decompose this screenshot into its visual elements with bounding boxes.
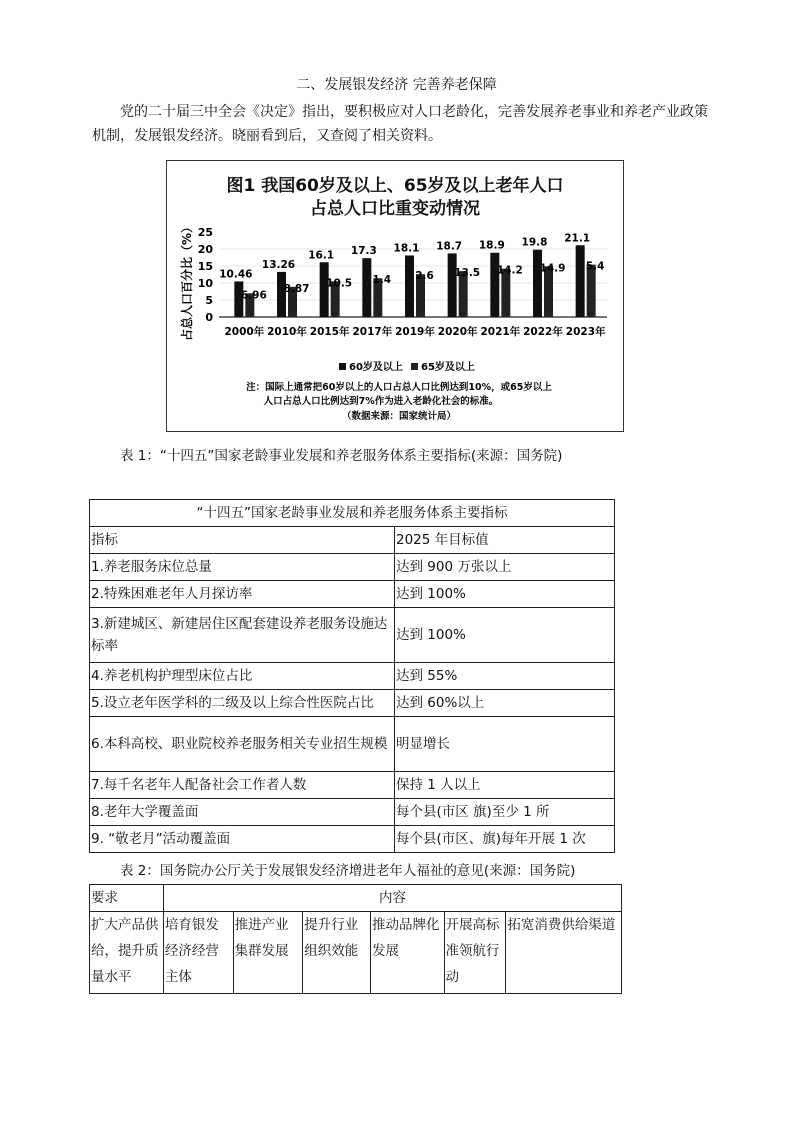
figure-title-line2: 占总人口比重变动情况 [310, 199, 480, 219]
content-item: 拓宽消费供给渠道 [506, 912, 622, 994]
indicator-cell: 7.每千名老年人配备社会工作者人数 [90, 772, 395, 799]
x-tick-label: 2019年 [395, 326, 435, 338]
bar-60plus [490, 253, 499, 317]
note-line2: 人口占总人口比例达到7%作为进入老龄化社会的标准。 [263, 396, 499, 407]
target-cell: 保持 1 人以上 [395, 772, 615, 799]
target-cell: 达到 55% [395, 663, 615, 690]
data-label: 18.7 [436, 240, 463, 253]
target-cell: 达到 60%以上 [395, 690, 615, 717]
table2-header-requirement: 要求 [90, 885, 164, 912]
data-label: 21.1 [564, 232, 591, 245]
note-line1: 注：国际上通常把60岁以上的人口占总人口比例达到10%，或65岁以上 [246, 382, 552, 393]
data-label: 10.5 [326, 277, 353, 290]
table2-caption: 表 2：国务院办公厅关于发展银发经济增进老年人福祉的意见(来源：国务院) [120, 863, 576, 879]
section-title: 二、发展银发经济 完善养老保障 [296, 77, 497, 93]
y-tick-label: 15 [197, 260, 213, 273]
content-item: 提升行业组织效能 [303, 912, 371, 994]
table2-requirement: 扩大产品供给，提升质量水平 [90, 912, 164, 994]
data-label: 1.4 [372, 274, 392, 287]
y-tick-label: 5 [205, 294, 213, 307]
target-cell: 达到 900 万张以上 [395, 554, 615, 581]
y-tick-label: 25 [197, 226, 213, 239]
x-tick-label: 2021年 [480, 326, 521, 338]
data-label: 5.4 [585, 260, 605, 273]
y-tick-label: 0 [205, 311, 213, 324]
table-row [90, 717, 615, 772]
table-row [90, 581, 615, 608]
content-item: 培育银发经济经营主体 [163, 912, 233, 994]
data-label: 17.3 [350, 245, 377, 258]
data-label: 2.6 [415, 270, 434, 283]
target-cell: 达到 100% [395, 581, 615, 608]
table1-header-indicator: 指标 [90, 527, 395, 554]
target-cell: 达到 100% [395, 608, 615, 663]
content-item: 推动品牌化发展 [370, 912, 444, 994]
table-row [90, 799, 615, 826]
data-label: 6.96 [240, 289, 267, 302]
x-tick-label: 2000年 [224, 326, 265, 338]
indicator-cell: 5.设立老年医学科的二级及以上综合性医院占比 [90, 690, 395, 717]
indicator-cell: 2.特殊困难老年人月探访率 [90, 581, 395, 608]
table1-header-target: 2025 年目标值 [395, 527, 615, 554]
table1-title: “十四五”国家老龄事业发展和养老服务体系主要指标 [90, 500, 615, 527]
data-label: 13.5 [454, 267, 481, 280]
data-label: 18.9 [478, 239, 505, 252]
figure-1 [166, 160, 624, 432]
data-label: 16.1 [308, 249, 335, 262]
target-cell: 每个县(市区 旗)至少 1 所 [395, 799, 615, 826]
data-label: 13.26 [261, 258, 296, 271]
bar-60plus [320, 262, 329, 317]
table-row [90, 663, 615, 690]
table1-caption: 表 1：“十四五”国家老龄事业发展和养老服务体系主要指标(来源：国务院) [120, 448, 563, 464]
content-item: 开展高标准领航行动 [444, 912, 506, 994]
data-label: 14.2 [496, 264, 523, 277]
indicator-cell: 1.养老服务床位总量 [90, 554, 395, 581]
table2-header-content: 内容 [163, 885, 621, 912]
table-row [90, 608, 615, 663]
x-tick-label: 2015年 [309, 326, 350, 338]
bar-60plus [362, 258, 371, 317]
indicator-cell: 3.新建城区、新建居住区配套建设养老服务设施达标率 [90, 608, 395, 663]
intro-paragraph: 党的二十届三中全会《决定》指出，要积极应对人口老龄化，完善发展养老事业和养老产业政策机制，发展银发经济。晓丽看到后，又查阅了相关资料。 [92, 104, 708, 144]
legend-label: 65岁及以上 [421, 362, 475, 373]
table-row [90, 690, 615, 717]
data-label: 14.9 [539, 262, 566, 275]
data-label: 19.8 [521, 236, 548, 249]
table-row [90, 772, 615, 799]
x-tick-label: 2010年 [267, 326, 307, 338]
x-tick-label: 2022年 [523, 326, 563, 338]
content-item: 推进产业集群发展 [233, 912, 303, 994]
indicator-cell: 8.老年大学覆盖面 [90, 799, 395, 826]
table-1 [89, 499, 615, 853]
y-tick-label: 20 [197, 243, 213, 256]
bar-chart [167, 161, 623, 431]
indicator-cell: 6.本科高校、职业院校养老服务相关专业招生规模 [90, 717, 395, 772]
table-row [90, 554, 615, 581]
y-tick-label: 10 [197, 277, 213, 290]
legend-label: 60岁及以上 [349, 362, 403, 373]
data-label: 8.87 [283, 282, 310, 295]
x-tick-label: 2020年 [437, 326, 478, 338]
data-label: 10.46 [219, 268, 253, 281]
bar-60plus [448, 253, 457, 317]
indicator-cell: 4.养老机构护理型床位占比 [90, 663, 395, 690]
x-tick-label: 2023年 [565, 326, 606, 338]
legend-swatch [339, 363, 346, 370]
figure-title-line1: 图1 我国60岁及以上、65岁及以上老年人口 [226, 176, 564, 196]
x-tick-label: 2017年 [352, 326, 393, 338]
data-source: （数据来源：国家统计局） [341, 411, 457, 422]
table-row [90, 826, 615, 853]
indicator-cell: 9. “敬老月”活动覆盖面 [90, 826, 395, 853]
y-axis-label: 占总人口百分比（%） [180, 220, 194, 342]
table-2 [89, 884, 622, 994]
target-cell: 每个县(市区、旗)每年开展 1 次 [395, 826, 615, 853]
data-label: 18.1 [393, 242, 420, 255]
legend-swatch [411, 363, 418, 370]
target-cell: 明显增长 [395, 717, 615, 772]
bar-60plus [533, 250, 542, 317]
bar-60plus [576, 245, 585, 317]
bar-60plus [405, 255, 414, 317]
